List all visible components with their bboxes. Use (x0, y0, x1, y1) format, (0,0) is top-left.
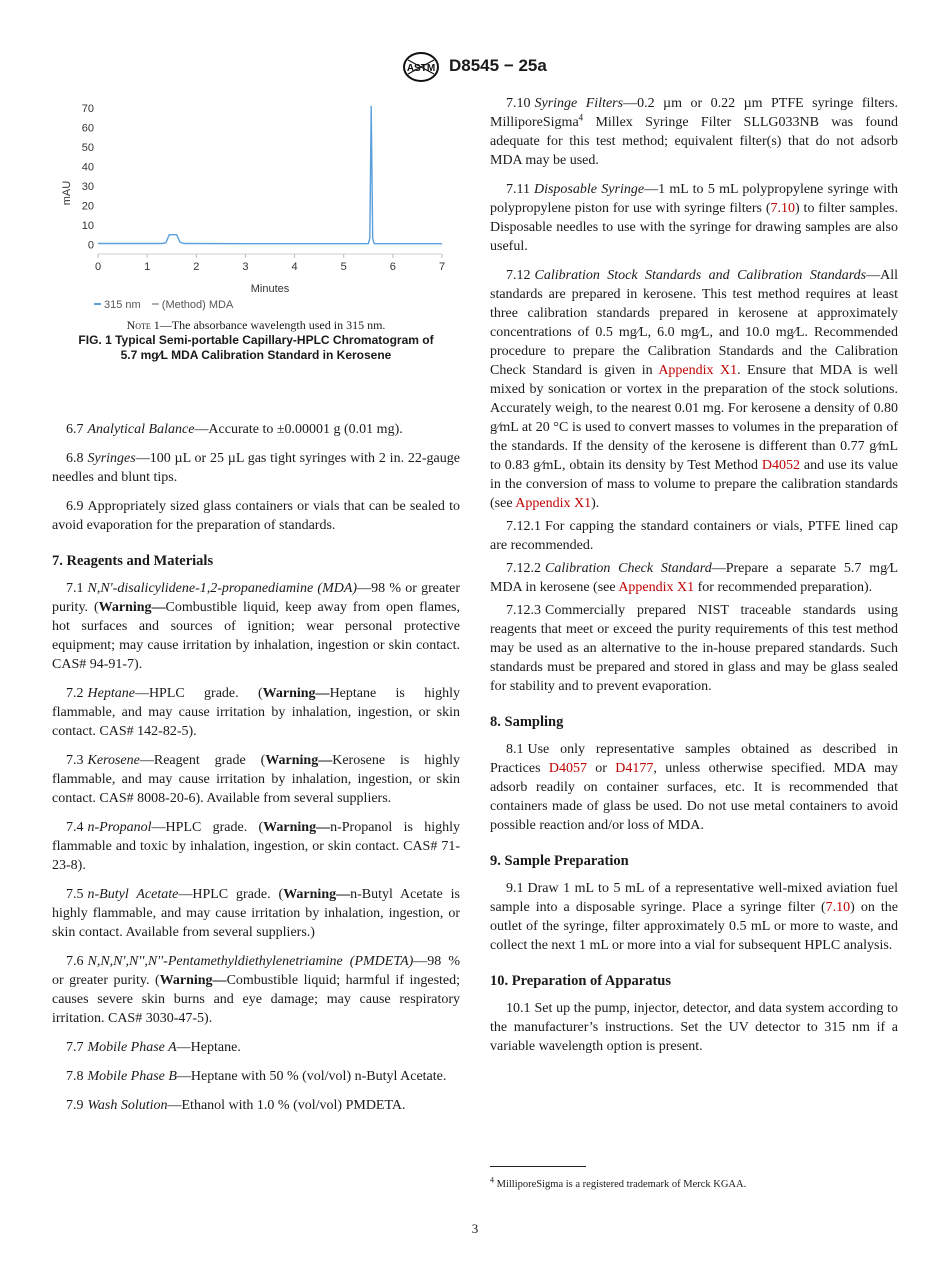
x-tick-label: 3 (242, 261, 249, 273)
footnote-text: MilliporeSigma is a registered trademark of Merck KGAA. (494, 1179, 747, 1190)
para-7-8: 7.8 Mobile Phase B—Heptane with 50 % (vol/vol) n-Butyl Acetate. (66, 1069, 447, 1084)
y-tick-label: 30 (81, 180, 94, 193)
section-10-heading: 10. Preparation of Apparatus (490, 973, 671, 989)
section-9-heading: 9. Sample Preparation (490, 853, 629, 869)
link-7-10[interactable]: 7.10 (825, 900, 851, 915)
y-tick-label: 60 (81, 122, 94, 135)
para-6-7: 6.7 Analytical Balance—Accurate to ±0.00001 g (0.01 mg). (66, 422, 403, 437)
x-tick-label: 5 (340, 261, 347, 273)
section-7-heading: 7. Reagents and Materials (52, 553, 214, 569)
x-tick-label: 0 (94, 261, 102, 273)
legend-label: 315 nm (104, 299, 141, 311)
document-designation: D8545 − 25a (449, 56, 547, 75)
figure-1 (52, 96, 460, 316)
legend-label: (Method) MDA (161, 299, 234, 311)
left-column (52, 96, 460, 1125)
footnote-rule (490, 1166, 586, 1167)
para-9-1: 9.1 Draw 1 mL to 5 mL of a representative well-mixed aviation fuel sample into a disposable syringe. Place a syringe filter (7.10) on the outlet of the syringe, filter approximately 0.5 mL or more to waste, and collect the next 1 mL or more into a vial for subsequent HPLC analysis. (490, 881, 898, 953)
note-text: —The absorbance wavelength used in 315 nm. (159, 318, 386, 332)
para-7-12-3: 7.12.3 Commercially prepared NIST traceable standards using reagents that meet or exceed the purity requirements of this test method may be used as an alternative to the in-house prepared standards. Such standards must be prepared and stored in glass and may be glass sealed for stability and to prevent evaporation. (490, 603, 898, 694)
note-label: Note 1 (126, 318, 160, 332)
x-tick-label: 4 (291, 261, 298, 273)
x-tick-label: 2 (193, 261, 200, 273)
para-6-9: 6.9 Appropriately sized glass containers or vials that can be sealed to avoid evaporation for the preparation of standards. (52, 499, 460, 533)
para-10-1: 10.1 Set up the pump, injector, detector, and data system according to the manufacturer’s instructions. Set the UV detector to 315 nm if a variable wavelength option is present. (490, 1001, 898, 1054)
figure-caption (72, 333, 440, 363)
para-7-11: 7.11 Disposable Syringe—1 mL to 5 mL polypropylene syringe with polypropylene piston for use with syringe filters (7.10) to filter samples. Disposable needles to use with the syringe for drawing samples are also useful. (490, 182, 898, 254)
link-appendix-x1[interactable]: Appendix X1 (515, 496, 592, 511)
y-tick-label: 20 (81, 200, 94, 213)
link-appendix-x1[interactable]: Appendix X1 (658, 363, 738, 378)
link-7-10[interactable]: 7.10 (770, 201, 796, 216)
section-8-heading: 8. Sampling (490, 714, 564, 730)
para-7-4: 7.4 n-Propanol—HPLC grade. (Warning—n-Propanol is highly flammable and toxic by inhalation, ingestion, or skin contact. CAS# 71-23-8). (52, 820, 460, 873)
footnote (490, 1175, 898, 1192)
x-tick-label: 6 (389, 261, 396, 273)
y-tick-label: 70 (81, 102, 94, 115)
para-7-7: 7.7 Mobile Phase A—Heptane. (66, 1040, 241, 1055)
footnote-ref: 4 (578, 112, 584, 123)
y-tick-label: 50 (81, 141, 94, 154)
link-appendix-x1[interactable]: Appendix X1 (618, 580, 695, 595)
para-7-12-2: 7.12.2 Calibration Check Standard—Prepare a separate 5.7 mg⁄L MDA in kerosene (see Appendix X1 for recommended preparation). (490, 561, 898, 595)
para-7-6: 7.6 N,N,N',N'',N''-Pentamethyldiethylenetriamine (PMDETA)—98 % or greater purity. (Warning—Combustible liquid; harmful if ingested; causes severe skin burns and eye damage; may cause respiratory irritation. CAS# 3030-47-5). (52, 954, 461, 1026)
para-7-2: 7.2 Heptane—HPLC grade. (Warning—Heptane is highly flammable, and may cause irritation by inhalation, ingestion, or skin contact. CAS# 142-82-5). (52, 686, 460, 739)
chromatogram-chart (52, 96, 460, 316)
y-axis-label: mAU (61, 180, 73, 206)
y-tick-label: 40 (81, 161, 94, 174)
x-tick-label: 7 (438, 261, 446, 273)
right-column (490, 94, 898, 1066)
astm-logo-icon (402, 50, 440, 84)
link-d4177[interactable]: D4177 (615, 761, 654, 776)
figure-note (52, 318, 460, 333)
footnote-number: 4 (490, 1175, 494, 1185)
svg-text:ASTM: ASTM (406, 63, 436, 74)
link-d4052[interactable]: D4052 (761, 458, 800, 473)
page-number: 3 (471, 1221, 479, 1236)
caption-line-1: FIG. 1 Typical Semi-portable Capillary-HPLC Chromatogram of (78, 333, 434, 347)
para-8-1: 8.1 Use only representative samples obtained as described in Practices D4057 or D4177, unless otherwise specified. MDA may adsorb readily on container surfaces, etc. It is recommended that containers made of glass be used. Do not use metal containers to avoid possible reaction and/or loss of MDA. (490, 742, 898, 833)
para-7-1: 7.1 N,N'-disalicylidene-1,2-propanediamine (MDA)—98 % or greater purity. (Warning—Combustible liquid, keep away from open flames, hot surfaces and sources of ignition; wear personal protective equipment; may cause irritation by inhalation, ingestion or skin contact. CAS# 94-91-7). (52, 581, 460, 672)
y-tick-label: 10 (81, 219, 94, 232)
link-d4057[interactable]: D4057 (548, 761, 587, 776)
para-7-3: 7.3 Kerosene—Reagent grade (Warning—Kerosene is highly flammable, and may cause irritation by inhalation, ingestion, or skin contact. CAS# 8008-20-6). Available from several suppliers. (52, 753, 460, 806)
para-7-12: 7.12 Calibration Stock Standards and Calibration Standards—All standards are prepared in kerosene. This test method requires at least three calibration standards prepared in kerosene at approximately concentrations of 0.5 mg⁄L, 6.0 mg⁄L, and 10.0 mg⁄L. Recommended procedure to prepare the Calibration Standards and the Calibration Check Standard is given in Appendix X1. Ensure that MDA is well mixed by sonication or vortex in the preparation of the stock solutions. Accurately weigh, to the nearest 0.01 mg. For kerosene a density of 0.80 g⁄mL at 20 °C is used to convert masses to volumes in the preparation of the standards. If the density of the kerosene is different than 0.77 g⁄mL to 0.83 g⁄mL, obtain its density by Test Method D4052 and use its value in the conversion of mass to volume to prepare the calibration standards (see Appendix X1). (490, 268, 899, 511)
para-7-9: 7.9 Wash Solution—Ethanol with 1.0 % (vol/vol) PMDETA. (66, 1098, 406, 1113)
x-axis-label: Minutes (250, 283, 290, 295)
y-tick-label: 0 (87, 239, 94, 252)
x-tick-label: 1 (144, 261, 151, 273)
para-6-8: 6.8 Syringes—100 µL or 25 µL gas tight syringes with 2 in. 22-gauge needles and blunt tips. (52, 451, 460, 485)
series-line (98, 106, 442, 244)
page-header (0, 50, 950, 86)
caption-line-2: 5.7 mg⁄L MDA Calibration Standard in Kerosene (120, 348, 392, 362)
para-7-10: 7.10 Syringe Filters—0.2 µm or 0.22 µm PTFE syringe filters. MilliporeSigma$^4$ Millex Syringe Filter SLLG033NB was found adequate for this test method; equivalent filter(s) that do not adsorb MDA may be used. (490, 96, 898, 168)
para-7-12-1: 7.12.1 For capping the standard containers or vials, PTFE lined cap are recommended. (490, 519, 898, 553)
para-7-5: 7.5 n-Butyl Acetate—HPLC grade. (Warning—n-Butyl Acetate is highly flammable, and may cause irritation by inhalation, ingestion, or skin contact. Available from several suppliers.) (52, 887, 461, 940)
